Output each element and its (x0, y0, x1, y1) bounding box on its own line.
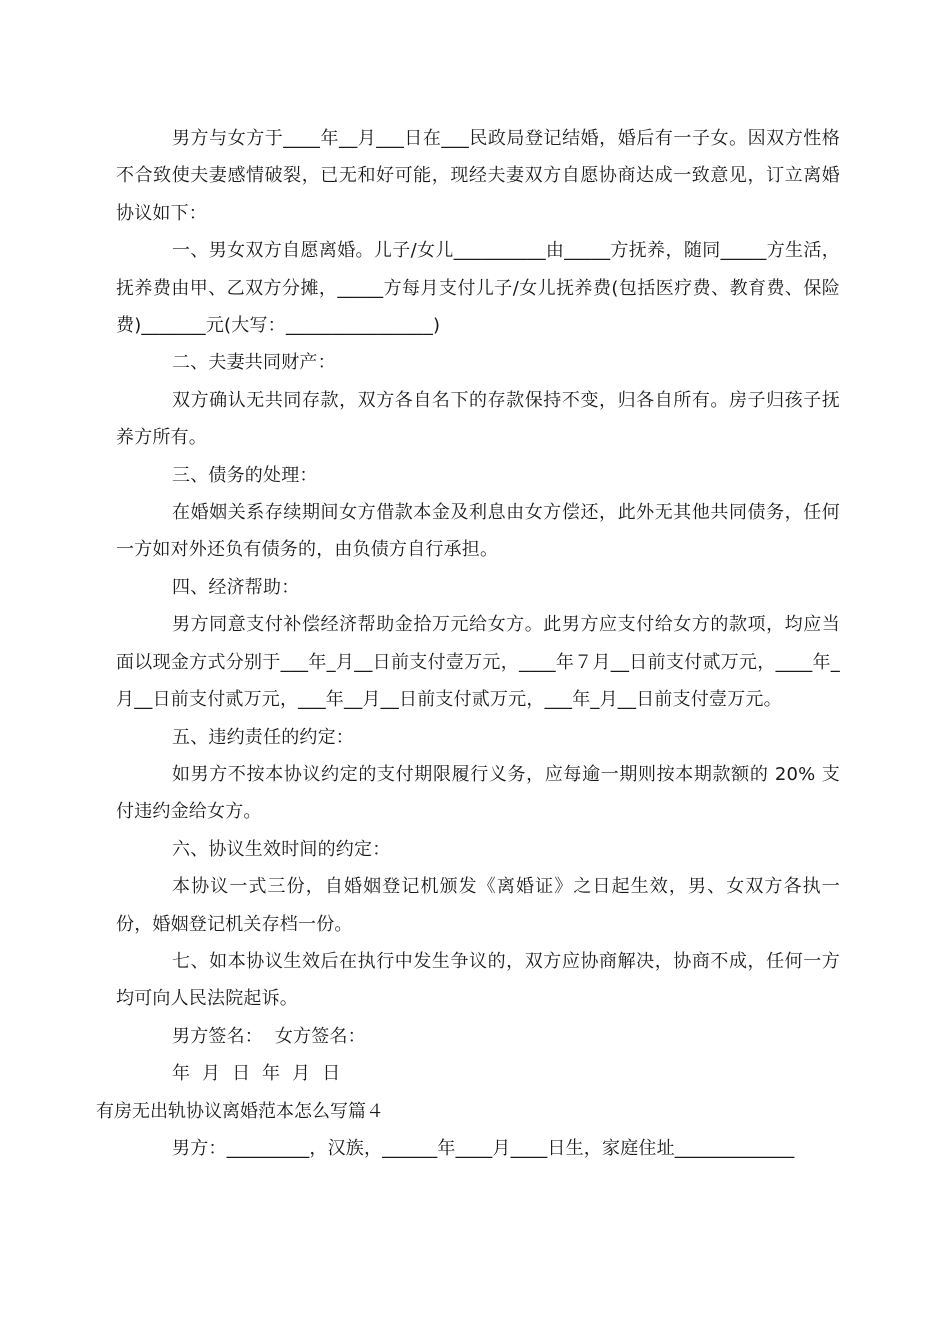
clause-3-heading: 三、债务的处理： (172, 464, 318, 486)
clause-5-body: 如男方不按本协议约定的支付期限履行义务，应每逾一期则按本期款额的 20% 支付违约金给女方。 (116, 763, 840, 823)
clause-6-body: 本协议一式三份，自婚姻登记机颁发《离婚证》之日起生效，男、女双方各执一份，婚姻登记机关存档一份。 (116, 876, 840, 935)
party-info-line: 男方：_________，汉族，______年____月____日生，家庭住址_____________ (172, 1137, 795, 1159)
clause-4-heading: 四、经济帮助： (172, 576, 300, 598)
article-title: 有房无出轨协议离婚范本怎么写篇４ (96, 1100, 384, 1122)
clause-3-body: 在婚姻关系存续期间女方借款本金及利息由女方偿还，此外无其他共同债务，任何一方如对外还负有债务的，由负债方自行承担。 (116, 502, 840, 561)
intro-paragraph: 男方与女方于____年__月___日在___民政局登记结婚，婚后有一子女。因双方性格不合致使夫妻感情破裂，已无和好可能，现经夫妻双方自愿协商达成一致意见，订立离婚协议如下： (116, 128, 840, 224)
clause-2-heading: 二、夫妻共同财产： (172, 352, 336, 374)
clause-2-body: 双方确认无共同存款，双方各自名下的存款保持不变，归各自所有。房子归孩子抚养方所有。 (116, 389, 840, 449)
date-line: 年 月 日 年 月 日 (172, 1063, 341, 1085)
clause-6-heading: 六、协议生效时间的约定： (172, 838, 391, 860)
clause-1-custody: 一、男女双方自愿离婚。儿子/女儿__________由_____方抚养，随同_____方生活，抚养费由甲、乙双方分摊，_____方每月支付儿子/女儿抚养费(包括医疗费、教育费、保险费)_______元(大写：________________) (116, 240, 840, 337)
signature-line: 男方签名： 女方签名： (172, 1025, 366, 1047)
document-body (96, 120, 840, 1167)
clause-5-heading: 五、违约责任的约定： (172, 726, 354, 748)
clause-4-body: 男方同意支付补偿经济帮助金拾万元给女方。此男方应支付给女方的款项，均应当面以现金方式分别于___年_月__日前支付壹万元，____年７月__日前支付贰万元，____年_月__日前支付贰万元，___年__月__日前支付贰万元，___年_月__日前支付壹万元。 (116, 614, 840, 711)
clause-7: 七、如本协议生效后在执行中发生争议的，双方应协商解决，协商不成，任何一方均可向人民法院起诉。 (116, 950, 840, 1010)
